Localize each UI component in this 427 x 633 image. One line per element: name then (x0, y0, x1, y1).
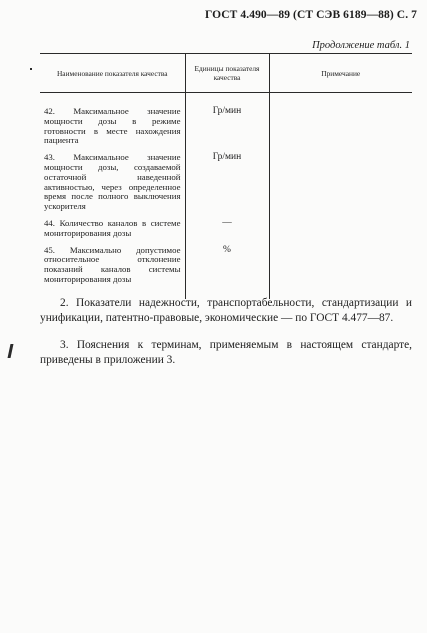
scan-mark-bar (8, 344, 14, 358)
scan-mark-dot (30, 68, 32, 70)
indicator-name: 45. Максимально допустимое относительное отклонение показаний каналов системы мониторирования дозы (44, 244, 181, 284)
column-header-unit: Единицы показателя качества (185, 54, 269, 93)
indicator-name: 42. Максимальное значение мощности дозы в режиме готовности в месте нахождения пациента (44, 106, 181, 146)
indicator-unit: % (185, 246, 269, 299)
column-header-name: Наименование показателя качества (40, 54, 185, 93)
table-header-row (40, 54, 412, 93)
table-row (40, 246, 412, 299)
indicator-note (269, 93, 412, 154)
indicator-name: 43. Максимальное значение мощности дозы, создаваемой остаточной наведенной активностью, через определенное время после полного выключения ускорителя (44, 152, 181, 212)
paragraph-terms-explanation: 3. Пояснения к терминам, применяемым в настоящем стандарте, приведены в приложении 3. (40, 339, 412, 366)
indicator-unit: Гр/мин (185, 153, 269, 219)
table-continuation-label: Продолжение табл. 1 (312, 40, 410, 51)
table-row (40, 219, 412, 246)
indicator-name: 44. Количество каналов в системе мониторирования дозы (44, 217, 181, 238)
indicator-note (269, 219, 412, 246)
table-row (40, 93, 412, 154)
indicator-note (269, 246, 412, 299)
table-row (40, 153, 412, 219)
indicator-note (269, 153, 412, 219)
column-header-note: Примечание (269, 54, 412, 93)
running-header: ГОСТ 4.490—89 (СТ СЭВ 6189—88) С. 7 (204, 9, 417, 21)
indicator-unit: — (185, 219, 269, 246)
indicator-unit: Гр/мин (185, 93, 269, 154)
paragraph-reliability-indicators: 2. Показатели надежности, транспортабельности, стандартизации и унификации, патентно-правовые, экономические — по ГОСТ 4.477—87. (40, 297, 412, 324)
quality-indicators-table (40, 53, 412, 299)
